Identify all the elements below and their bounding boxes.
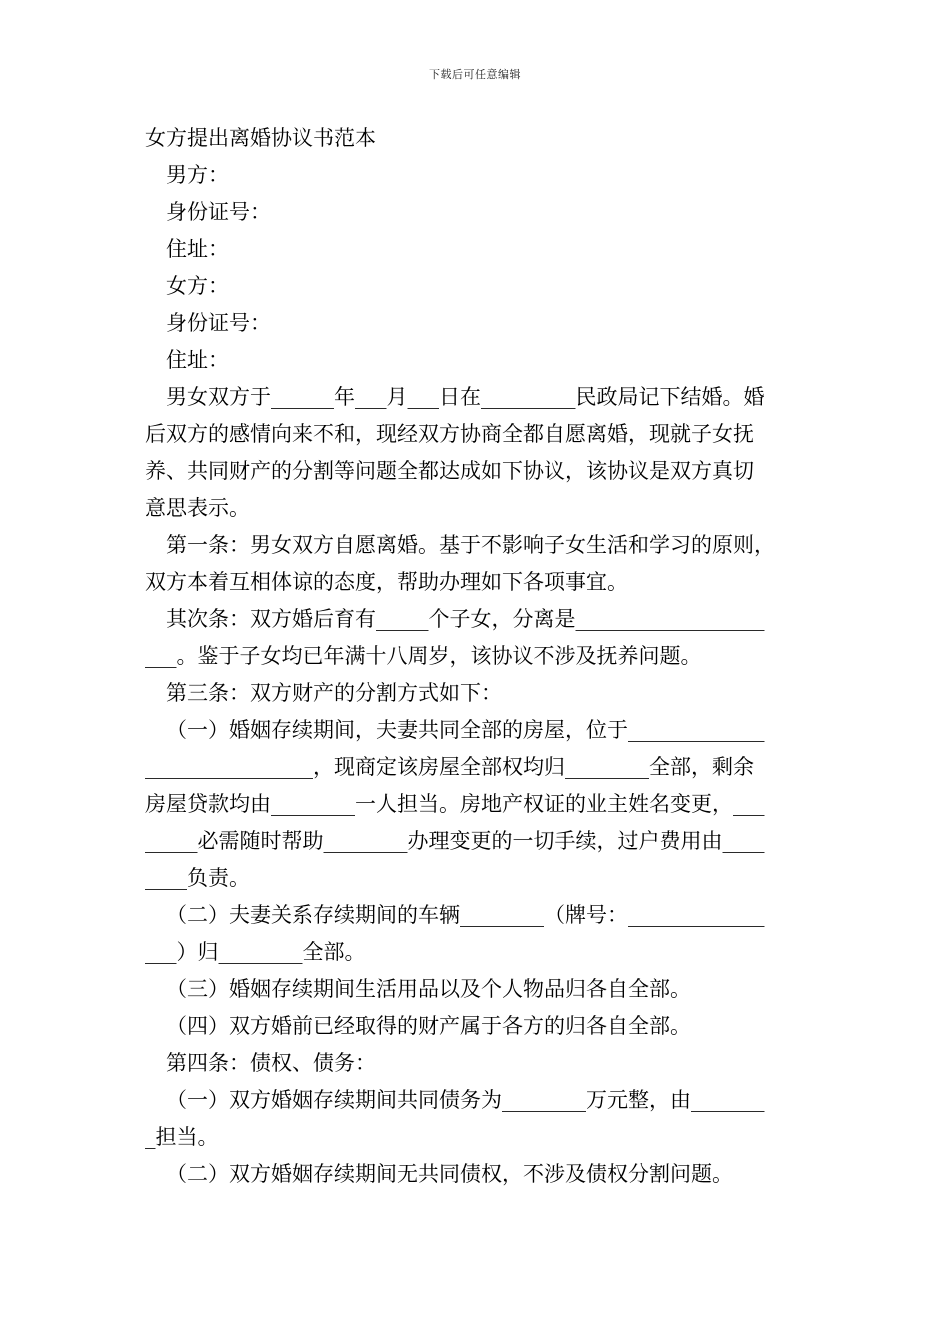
text-line: 住址： bbox=[166, 237, 229, 261]
text-line: （三）婚姻存续期间生活用品以及个人物品归各自全部。 bbox=[166, 977, 691, 1001]
page-header-note: 下载后可任意编辑 bbox=[429, 68, 521, 81]
text-line: 双方本着互相体谅的态度，帮助办理如下各项事宜。 bbox=[145, 570, 628, 594]
text-line: ___）归________全部。 bbox=[145, 940, 366, 964]
text-line: 住址： bbox=[166, 348, 229, 372]
text-line: （二）双方婚姻存续期间无共同债权，不涉及债权分割问题。 bbox=[166, 1162, 733, 1186]
text-line: 女方： bbox=[166, 274, 229, 298]
text-line: （二）夫妻关系存续期间的车辆________（牌号：_____________ bbox=[166, 903, 765, 927]
document-title: 女方提出离婚协议书范本 bbox=[145, 126, 376, 150]
text-line: 男女双方于______年___月___日在_________民政局记下结婚。婚 bbox=[166, 385, 765, 409]
text-line: 意思表示。 bbox=[145, 496, 250, 520]
text-line: 男方： bbox=[166, 163, 229, 187]
text-line: 第四条：债权、债务： bbox=[166, 1051, 376, 1075]
text-line: 房屋贷款均由________一人担当。房地产权证的业主姓名变更，___ bbox=[145, 792, 765, 816]
text-line: 其次条：双方婚后育有_____个子女，分离是__________________ bbox=[166, 607, 765, 631]
text-line: ________________，现商定该房屋全部权均归________全部，剩余 bbox=[145, 755, 754, 779]
text-line: 后双方的感情向来不和，现经双方协商全都自愿离婚，现就子女抚 bbox=[145, 422, 754, 446]
text-line: 身份证号： bbox=[166, 200, 271, 224]
document-body bbox=[145, 120, 810, 1193]
text-line: （四）双方婚前已经取得的财产属于各方的归各自全部。 bbox=[166, 1014, 691, 1038]
text-line: （一）婚姻存续期间，夫妻共同全部的房屋，位于_____________ bbox=[166, 718, 765, 742]
text-line: 第一条：男女双方自愿离婚。基于不影响子女生活和学习的原则， bbox=[166, 533, 775, 557]
text-line: 第三条：双方财产的分割方式如下： bbox=[166, 681, 502, 705]
text-line: 身份证号： bbox=[166, 311, 271, 335]
text-line: （一）双方婚姻存续期间共同债务为________万元整，由_______ bbox=[166, 1088, 765, 1112]
text-line: ___。鉴于子女均已年满十八周岁，该协议不涉及抚养问题。 bbox=[145, 644, 702, 668]
text-line: _担当。 bbox=[145, 1125, 219, 1149]
text-line: _____必需随时帮助________办理变更的一切手续，过户费用由____ bbox=[145, 829, 765, 853]
text-line: ____负责。 bbox=[145, 866, 250, 890]
text-line: 养、共同财产的分割等问题全都达成如下协议，该协议是双方真切 bbox=[145, 459, 754, 483]
